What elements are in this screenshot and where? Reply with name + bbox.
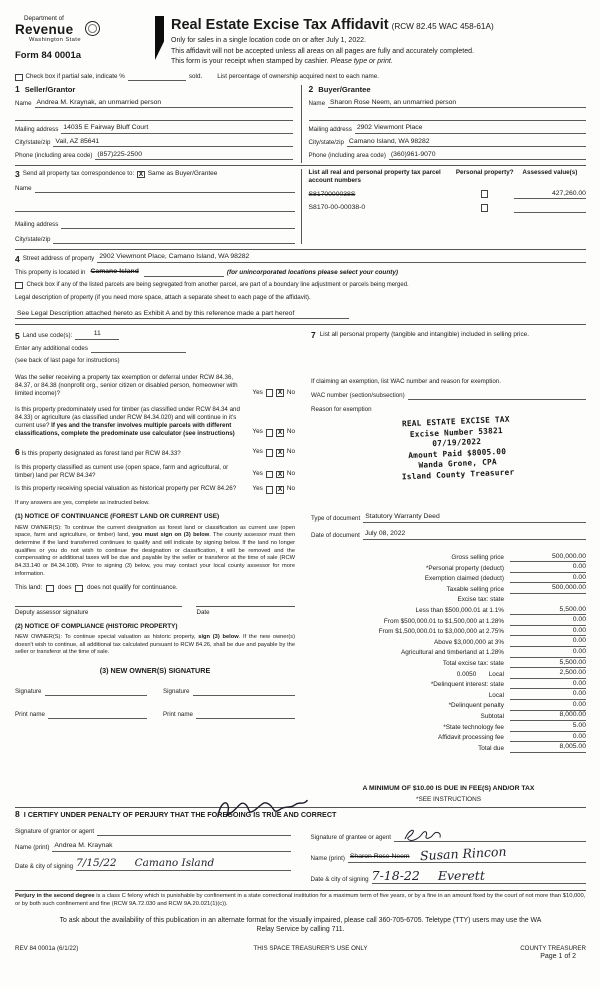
perjury-notice: Perjury in the second degree is a class C felony which is punishable by confinement in a state correctional institution for a maximum term of five years, or by a fine in an amount fixed by the court of not more than $10,000, or by both such confinement and fine (RCW 9A.72.030 and RCW 9A.20.021(1)(c)). <box>15 890 586 909</box>
grantee-date-handwriting: 7-18-22 <box>371 867 420 883</box>
grantor-signature-scribble <box>215 795 310 825</box>
local-tax-value[interactable]: 2,500.00 <box>510 669 586 679</box>
segregated-row <box>15 282 586 290</box>
property-location-section: 4 Street address of property 2902 Viewmont Place, Camano Island, WA 98282 This property is located in Camano Island (for unincorporated locations please select your county) Check box if any of the listed parcels are being segregated from another parcel, are part of a boundary line adjustment or parcels being merged. Legal description of property (if you need more space, attach a separate sheet to each page of the affidavit). See Legal Description attached hereto as Exhibit A and by this reference made a part hereof <box>15 249 586 324</box>
grantee-printname-field[interactable] <box>348 844 586 864</box>
tech-fee-value[interactable]: 5.00 <box>510 722 586 732</box>
delinq-penalty-value[interactable]: 0.00 <box>510 701 586 711</box>
header-note-3: This form is your receipt when stamped by cashier. Please type or print. <box>171 58 393 66</box>
excise-tax-table <box>311 552 586 753</box>
grantee-signature-block: Signature of grantee or agent Name (print) Sharon Rose Neem Susan Rincon Date & city of signing 7-18-22 Everett <box>311 820 587 884</box>
grantor-city-handwriting: Camano Island <box>134 857 215 870</box>
total-state-value[interactable]: 5,500.00 <box>510 659 586 669</box>
exemption-question: Was the seller receiving a property tax exemption or deferral under RCW 84.36, 84.37, or 84.38 (nonprofit org., senior citizen or disabled person, homeowner with limited income)? Yes X No <box>15 374 295 397</box>
parcel-row <box>309 190 587 200</box>
buyer-section: 2 Buyer/Grantee Name Sharon Rose Neem, an unmarried person Mailing address 2902 Viewmont Place City/state/zip Camano Island, WA 98282 Phone (including area code) (360)961-9070 <box>301 85 587 163</box>
subtotal-value[interactable]: 8,000.00 <box>510 711 586 721</box>
tax-row-subtotal: Subtotal 8,000.00 <box>480 711 586 720</box>
deputy-assessor-row <box>15 606 295 616</box>
assessed-value-header: Assessed value(s) <box>522 169 578 177</box>
currentuse-yes-checkbox[interactable] <box>266 471 274 479</box>
agricultural-value[interactable]: 0.00 <box>510 648 586 658</box>
current-use-question: Is this property classified as current use (open space, farm and agricultural, or timber) land per RCW 84.34? Yes X No <box>15 463 295 479</box>
personal-property-blank-area[interactable] <box>311 340 586 372</box>
seller-phone-field[interactable]: (857)225-2500 <box>95 151 292 161</box>
tax-row-excise-state: Excise tax: state <box>311 594 586 605</box>
grantor-printname-field[interactable]: Andrea M. Kraynak <box>52 842 290 852</box>
tax-correspondence-section <box>15 165 586 249</box>
grantor-signature-field[interactable] <box>97 828 290 836</box>
correspondence-left: 3 Send all property tax correspondence to: X Same as Buyer/Grantee Name Mailing address City/state/zip <box>15 169 301 244</box>
mid-columns <box>15 324 586 803</box>
predominate-use-note: If yes and the transfer involves multiple parcels with different classifications, complete the predominate use calculator (see instructions) <box>15 421 235 437</box>
washington-state-label: Washington State <box>29 36 81 43</box>
grantor-datecity-field[interactable] <box>76 858 290 870</box>
revenue-seal-icon <box>85 21 100 36</box>
seller-city-field[interactable]: Vail, AZ 85641 <box>53 138 292 148</box>
parcel1-assessed-value[interactable]: 427,260.00 <box>514 190 586 200</box>
seller-name-field[interactable]: Andrea M. Kraynak, an unmarried person <box>35 99 293 109</box>
seller-heading: Seller/Grantor <box>24 85 76 95</box>
form-number: Form 84 0001a <box>15 49 82 61</box>
land-use-column: 5 Land use code(s): 11 Enter any additional codes (see back of last page for instructions) Was the seller receiving a property tax exemption or deferral under RCW 84.36, 84.37, or 84.38 (nonprofit org., senior citizen or disabled person, homeowner with limited income)? Yes X No Is this property predominately used for timber (as classified under RCW 84.34 and 84.33) or agriculture (as classified under RCW 84.34.020) and will continue in it's current use? If yes and the transfer involves multiple parcels with different classifications, complete the predominate use calculator (see instructions) Yes X No 6 Is this property designated as forest land per RCW 84.33? Yes X No Is this property classified as current use (open space, farm and agricultural, or timber) land per RCW 84.34? Yes X No Is this property receiving special valuation as historical property per RCW 84.26? Yes X No If any answers are yes, complete as instructed below. (1) NOTICE OF CONTINUANCE (FOREST LAND OR CURRENT USE) NEW OWNER(S): To continue the current designation as forest land or classification as current use (open space, farm and agriculture, or timber) land, you must sign on (3) below. The county assessor must then determine if the land transferred continues to qualify and will indicate by signing below. If the land no longer qualifies or you do not wish to continue the designation or classification, it will be removed and the compensating or additional taxes will be due and payable by the seller or transferor at the time of sale (RCW 84.33.140 or 84.34.108). Prior to signing (3) below, you may contact your local county assessor for more information. This land: does does not qualify for continuance. Deputy assessor signature Date (2) NOTICE OF COMPLIANCE (HISTORIC PROPERTY) NEW OWNER(S): To continue special valuation as historic property, sign (3) below. If the new owner(s) doesn't wish to continue, all additional tax calculated pursuant to RCW 84.26, shall be due and payable by the seller or transferor at the time of sale. (3) NEW OWNER(S) SIGNATURE Signature Signature Print name Print name <box>15 330 296 719</box>
same-as-buyer-label: Same as Buyer/Grantee <box>147 170 218 178</box>
tax-row-tier3: From $1,500,000.01 to $3,000,000 at 2.75% 0.00 <box>378 626 586 636</box>
grantee-datecity-field[interactable] <box>371 867 586 884</box>
page-number: Page 1 of 2 <box>540 953 576 961</box>
stamp-line: Island County Treasurer <box>401 467 515 482</box>
grantor-date-handwriting: 7/15/22 <box>76 857 117 870</box>
minimum-due-note: A MINIMUM OF $10.00 IS DUE IN FEE(S) AND/OR TAX <box>362 784 535 792</box>
new-owner-printname2-field[interactable] <box>196 711 295 719</box>
seller-name2-field[interactable] <box>15 113 293 121</box>
parcel1-number[interactable]: S8170000038S <box>308 190 356 198</box>
grantee-name-handwriting: Susan Rincon <box>419 844 507 864</box>
tax-row-gross: Gross selling price 500,000.00 <box>451 552 586 562</box>
form-header <box>15 16 586 67</box>
tax-row-tier1: Less than $500,000.01 at 1.1% 5,500.00 <box>415 605 586 615</box>
forest-no-checkbox[interactable]: X <box>277 449 283 457</box>
segregated-label: Check box if any of the listed parcels are being segregated from another parcel, are part of a boundary line adjustment or parcels being merged. <box>26 281 409 288</box>
legal-description-row <box>15 310 586 320</box>
certify-statement: I CERTIFY UNDER PENALTY OF PERJURY THAT THE FOREGOING IS TRUE AND CORRECT <box>23 809 337 819</box>
buyer-phone-field[interactable]: (360)961-9070 <box>389 151 586 161</box>
exemption-no-checkbox[interactable]: X <box>277 389 283 397</box>
timber-no-checkbox[interactable]: X <box>277 429 283 437</box>
tax-row-personal-deduct: *Personal property (deduct) 0.00 <box>425 563 586 572</box>
title-row <box>171 16 494 35</box>
tax-row-tech-fee: *State technology fee 5.00 <box>443 722 586 731</box>
land-does-checkbox[interactable] <box>46 585 54 593</box>
new-owner-printname-row: Print name Print name <box>15 700 295 719</box>
historic-no-checkbox[interactable]: X <box>277 486 283 494</box>
rev-number: REV 84 0001a (6/1/22) <box>15 944 79 952</box>
sold-label: sold. <box>188 73 203 81</box>
stamp-line: 07/19/2022 <box>432 437 482 449</box>
historic-yes-checkbox[interactable] <box>266 486 274 494</box>
personal-property-header: Personal property? <box>455 169 514 177</box>
buyer-city-field[interactable]: Camano Island, WA 98282 <box>347 138 586 148</box>
deputy-date-field[interactable]: Date <box>196 606 295 616</box>
revenue-label: Revenue <box>15 21 74 37</box>
grantee-signature-field[interactable] <box>394 827 586 842</box>
grantee-name-typed: Sharon Rose Neem <box>349 853 410 861</box>
located-in-field[interactable] <box>144 269 224 277</box>
partial-sale-checkbox[interactable] <box>15 74 23 82</box>
tax-row-processing-fee: Affidavit processing fee 0.00 <box>438 732 586 742</box>
tax-row-delinq-penalty: *Delinquent penalty 0.00 <box>448 700 586 710</box>
buyer-name-field[interactable]: Sharon Rose Neem, an unmarried person <box>328 99 586 109</box>
tax-row-exemption-deduct: Exemption claimed (deduct) 0.00 <box>424 573 586 583</box>
legal-description-label: Legal description of property (if you need more space, attach a separate sheet to each page of the affidavit). <box>15 293 311 301</box>
correspondence-name-field[interactable] <box>35 185 295 193</box>
parcel1-personal-checkbox[interactable] <box>481 190 489 198</box>
tax-row-tier2: From $500,000.01 to $1,500,000 at 1.28% 0.00 <box>383 616 586 625</box>
reason-for-exemption-label: Reason for exemption <box>311 405 372 413</box>
document-date-field[interactable]: July 08, 2022 <box>363 530 586 540</box>
street-address-field[interactable]: 2902 Viewmont Place, Camano Island, WA 98282 <box>97 253 586 263</box>
tier1-value[interactable]: 5,500.00 <box>510 606 586 616</box>
treasurer-space-label: THIS SPACE TREASURER'S USE ONLY <box>253 944 368 952</box>
stamp-line: Excise Number 53821 <box>409 425 503 439</box>
alternate-format-note: To ask about the availability of this publication in an alternate format for the visually impaired, please call 360-705-6705. Teletype (TTY) users may use the WA Relay Service by calling 711. <box>59 916 542 934</box>
personal-deduct-value[interactable]: 0.00 <box>510 563 586 573</box>
rcw-reference: (RCW 82.45 WAC 458-61A) <box>391 22 494 31</box>
land-does-not-checkbox[interactable] <box>75 585 83 593</box>
tax-row-tier4: Above $3,000,000 at 3% 0.00 <box>434 637 586 646</box>
notice-compliance-body: NEW OWNER(S): To continue special valuation as historic property, sign (3) below. If the new owner(s) doesn't wish to continue, all additional tax calculated pursuant to RCW 84.26, shall be due and payable by the seller or transferor at the time of sale. <box>15 634 295 656</box>
currentuse-no-checkbox[interactable]: X <box>277 470 283 478</box>
gross-selling-price-value[interactable]: 500,000.00 <box>510 553 586 563</box>
delinq-interest-state-value[interactable]: 0.00 <box>510 680 586 690</box>
parcel2-number[interactable]: S8170-00-00038-0 <box>308 204 366 212</box>
logo-wedge-icon <box>155 16 164 60</box>
segregated-checkbox[interactable] <box>15 282 23 290</box>
deputy-assessor-signature-field[interactable]: Deputy assessor signature <box>15 606 182 616</box>
stamp-line: Amount Paid $8005.00 <box>408 446 507 461</box>
grantee-signature-scribble <box>394 827 454 843</box>
tax-row-delinq-interest-state: *Delinquent interest: state 0.00 <box>430 679 586 689</box>
processing-fee-value[interactable]: 0.00 <box>510 733 586 743</box>
wac-number-field[interactable] <box>408 392 586 400</box>
tier4-value[interactable]: 0.00 <box>510 637 586 647</box>
dor-logo-block <box>15 16 155 62</box>
tax-computation-column: 7 List all personal property (tangible and intangible) included in selling price. If claiming an exemption, list WAC number and reason for exemption. WAC number (section/subsection) Reason for exemption REAL ESTATE EXCISE TAX Excise Number 53821 07/19/2022 Amount Paid $8005.00 Wanda Grone, CPA Island County Treasurer Type of document Statutory Warranty Deed Date of document July 08, 2022 Gross selling price 500,000.00 *Personal property (deduct) 0.00 Exemption claimed (deduct) 0.00 Taxable selling price 500,000.00 Excise tax: state Less than $500,000.01 at 1.1% 5,500.00 From $500,000.01 to $1,500,000 at 1.28% 0.00 From $1,500,000.01 to $3,000,000 at 2.75% 0.00 Above $3,000,000 at 3% 0.00 Agricultural and timberland at 1.28% 0.00 Total excise tax: state 5,500.00 0.0050 Local 2,500.00 *Delinquent interest: state 0.00 Local 0.00 *Delinquent penalty 0.00 Subtotal 8,000.00 *State technology fee 5.00 Affidavit processing fee 0.00 Total due 8,005.00 A MINIMUM OF $10.00 IS DUE IN FEE(S) AND/OR TAX *SEE INSTRUCTIONS <box>311 330 586 803</box>
type-or-print-note: Please type or print. <box>330 58 393 66</box>
buyer-heading: Buyer/Grantee <box>318 85 371 95</box>
footer-row <box>15 945 586 953</box>
timber-yes-checkbox[interactable] <box>266 429 274 437</box>
certification-section: 8 I CERTIFY UNDER PENALTY OF PERJURY THAT THE FOREGOING IS TRUE AND CORRECT Signature of grantor or agent Name (print) Andrea M. Kraynak Date & city of signing 7/15/22 Camano Island Signature of grantee or agent Name (print) Sharon Rose Neem Susan Rincon Date & city of signing 7-18-22 Everett <box>15 807 586 884</box>
title-block <box>171 16 494 67</box>
header-note-1: Only for sales in a single location code on or after July 1, 2022. <box>171 36 366 44</box>
see-instructions-note: *SEE INSTRUCTIONS <box>416 795 481 803</box>
parcel-row <box>309 204 587 213</box>
tax-row-total-state: Total excise tax: state 5,500.00 <box>442 658 586 667</box>
partial-sale-row <box>15 73 586 81</box>
stamp-line: REAL ESTATE EXCISE TAX <box>401 415 510 429</box>
exemption-note: If claiming an exemption, list WAC number and reason for exemption. <box>311 377 501 385</box>
partial-percent-field[interactable] <box>128 73 186 81</box>
tax-row-local: 0.0050 Local 2,500.00 <box>456 669 586 678</box>
delinq-interest-local-value[interactable]: 0.00 <box>510 690 586 700</box>
county-treasurer-label: COUNTY TREASURER <box>520 944 586 952</box>
tax-row-agricultural: Agricultural and timberland at 1.28% 0.00 <box>400 647 586 657</box>
ownership-percent-note: List percentage of ownership acquired next to each name. <box>217 73 379 81</box>
exemption-yes-checkbox[interactable] <box>266 389 274 397</box>
notice-compliance-title: (2) NOTICE OF COMPLIANCE (HISTORIC PROPERTY) <box>15 622 178 630</box>
correspondence-city-field[interactable] <box>53 236 294 244</box>
document-type-field[interactable]: Statutory Warranty Deed <box>363 513 586 523</box>
new-owner-signature2-field[interactable] <box>193 688 296 696</box>
seller-section: 1 Seller/Grantor Name Andrea M. Kraynak, an unmarried person Mailing address 14035 E Fairway Bluff Court City/state/zip Vail, AZ 85641 Phone (including area code) (857)225-2500 <box>15 85 301 163</box>
parties-section <box>15 85 586 163</box>
unincorporated-note: (for unincorporated locations please select your county) <box>226 268 399 276</box>
tier3-value[interactable]: 0.00 <box>510 627 586 637</box>
legal-description-field[interactable]: See Legal Description attached hereto as Exhibit A and by this reference made a part hereof <box>15 310 349 320</box>
forest-yes-checkbox[interactable] <box>266 449 274 457</box>
buyer-name2-field[interactable] <box>309 113 587 121</box>
new-owners-signature-title: (3) NEW OWNER(S) SIGNATURE <box>99 666 211 676</box>
taxable-price-value[interactable]: 500,000.00 <box>510 584 586 594</box>
grantor-signature-block: Signature of grantor or agent Name (print) Andrea M. Kraynak Date & city of signing 7/15/22 Camano Island <box>15 820 291 884</box>
excise-state-value <box>510 597 586 605</box>
tax-row-taxable: Taxable selling price 500,000.00 <box>446 584 586 593</box>
stamp-line: Wanda Grone, CPA <box>418 457 497 471</box>
tax-row-total-due: Total due 8,005.00 <box>478 743 586 752</box>
buyer-mailing-field[interactable]: 2902 Viewmont Place <box>355 124 586 134</box>
parcel-numbers-header: List all real and personal property tax parcel account numbers <box>308 169 441 184</box>
if-yes-note: If any answers are yes, complete as instructed below. <box>15 499 150 506</box>
timber-question: Is this property predominately used for timber (as classified under RCW 84.34 and 84.33) or agriculture (as classified under RCW 84.34.020) and will continue in it's current use? If yes and the transfer involves multiple parcels with different classifications, complete the predominate use calculator (see instructions) Yes X No <box>15 405 295 437</box>
new-owner-signature1-field[interactable] <box>45 688 148 696</box>
same-as-buyer-checkbox[interactable]: X <box>138 170 144 178</box>
exemption-deduct-value[interactable]: 0.00 <box>510 574 586 584</box>
partial-sale-label: Check box if partial sale, indicate % <box>25 73 125 81</box>
personal-property-label: List all personal property (tangible and intangible) included in selling price. <box>319 331 529 339</box>
parcel-table-header <box>309 169 587 184</box>
parcel-table <box>301 169 587 244</box>
see-back-note: (see back of last page for instructions) <box>15 357 120 365</box>
treasurer-stamp <box>366 414 549 485</box>
header-note-2: This affidavit will not be accepted unless all areas on all pages are fully and accurately completed. <box>171 47 474 55</box>
land-use-code-field[interactable]: 11 <box>75 330 119 340</box>
located-in-value[interactable]: Camano Island <box>90 268 139 276</box>
tax-row-delinq-interest-local: Local 0.00 <box>488 690 586 699</box>
parcel2-assessed-value[interactable] <box>514 205 586 213</box>
forest-land-question: 6 Is this property designated as forest land per RCW 84.33? Yes X No <box>15 446 295 457</box>
land-qualify-row: This land: does does not qualify for continuance. <box>15 584 178 592</box>
page-title: Real Estate Excise Tax Affidavit <box>171 17 389 33</box>
correspondence-name2-field[interactable] <box>15 204 295 212</box>
parcel2-personal-checkbox[interactable] <box>481 204 489 212</box>
notice-continuance-body: NEW OWNER(S): To continue the current designation as forest land or classification as current use (open space, farm and agriculture, or timber) land, you must sign on (3) below. The county assessor must then determine if the land transferred continues to qualify and will indicate by signing below. If the land no longer qualifies or you do not wish to continue the designation or classification, it will be removed and the compensating or additional taxes will be due and payable by the seller or transferor at the time of sale (RCW 84.33.140 or 84.34.108). Prior to signing (3) below, you may contact your local county assessor for more information. <box>15 524 296 577</box>
grantee-city-handwriting: Everett <box>437 867 485 883</box>
dept-of-label: Department of <box>24 15 64 22</box>
dor-wordmark <box>15 16 81 43</box>
new-owner-signature-row: Signature Signature <box>15 679 295 696</box>
new-owner-printname1-field[interactable] <box>48 711 147 719</box>
seller-mailing-field[interactable]: 14035 E Fairway Bluff Court <box>61 124 292 134</box>
total-due-value[interactable]: 8,005.00 <box>510 743 586 753</box>
historic-question: Is this property receiving special valuation as historical property per RCW 84.26? Yes X No <box>15 485 295 494</box>
tier2-value[interactable]: 0.00 <box>510 616 586 626</box>
notice-continuance-title: (1) NOTICE OF CONTINUANCE (FOREST LAND OR CURRENT USE) <box>15 513 220 521</box>
correspondence-mailing-field[interactable] <box>61 221 294 229</box>
additional-codes-field[interactable] <box>91 345 186 353</box>
